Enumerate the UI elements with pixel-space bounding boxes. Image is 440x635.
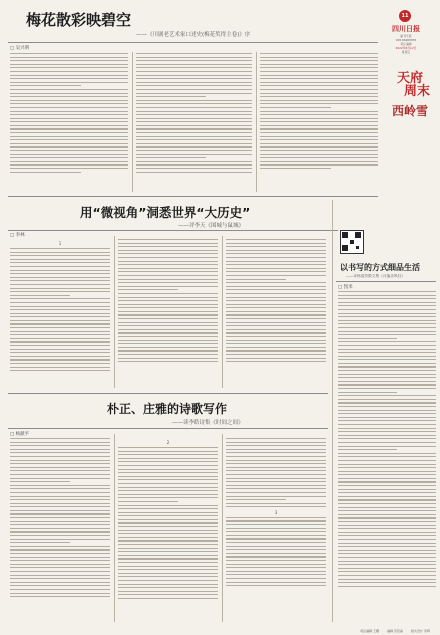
brand-line-1: 天府 [396, 71, 423, 86]
paper-name: 四川日报 [392, 25, 420, 33]
page-number-badge: 11 [399, 10, 411, 22]
editor-line-2: 028-86968855 [395, 38, 417, 42]
page-footer [0, 627, 440, 635]
footer-copy-editor: 编辑 范若丽 [387, 629, 404, 633]
article-4-col-3 [226, 438, 326, 623]
section-number-2: 2 [166, 440, 170, 445]
footer-editor: 责任编辑 王卿 [360, 629, 380, 633]
article-2-col-3 [226, 239, 326, 389]
article-1-subtitle: ——《川剧老艺术家口述史(梅花奖得主卷)》序 [136, 32, 251, 38]
brand-line-3: 西岭雪 [391, 104, 428, 118]
masthead [378, 24, 434, 54]
article-2-col-1 [10, 239, 110, 389]
article-3-title: 以书写的方式细品生活 [340, 263, 420, 272]
issue-date: 2022年8月12日 [395, 46, 417, 50]
brand-line-2: 周末 [403, 84, 430, 99]
article-2-author: □ 李林 [10, 233, 25, 238]
article-4-author: □ 杨献平 [10, 432, 30, 437]
article-2-title: 用“微视角”洞悉世界“大历史” [80, 205, 251, 220]
article-1-title: 梅花散彩映碧空 [26, 11, 132, 29]
section-number-3: 3 [274, 509, 278, 515]
article-1-col-2 [136, 53, 252, 191]
issue-weekday: 星期五 [401, 50, 411, 54]
article-1-author: □ 吴兴明 [10, 46, 30, 51]
article-1-col-1 [10, 53, 128, 191]
article-3-author: □ 凯米 [338, 285, 353, 290]
section-number-1: 1 [58, 241, 62, 246]
article-3-col [338, 291, 436, 621]
article-4-col-1 [10, 438, 110, 623]
article-4-title: 朴正、庄雅的诗歌写作 [107, 402, 228, 416]
article-2-col-2 [118, 239, 218, 389]
article-2-subtitle: ——评李天《围城与鼠城》 [178, 223, 245, 229]
article-4-col-2 [118, 438, 218, 623]
editor-line-3: 责任编辑 [400, 42, 412, 46]
editor-line-1: 副刊专版 [400, 34, 412, 38]
article-4-subtitle: ——读李皓诗集《时间之间》 [172, 420, 244, 426]
article-3-subtitle: ——评杨清茨散文集《月落乐风归》 [346, 274, 405, 278]
brand-block [382, 72, 438, 118]
footer-layout-designer: 版式设计 李辉 [411, 629, 430, 633]
article-1-col-3 [260, 53, 378, 191]
qr-code [340, 230, 364, 254]
